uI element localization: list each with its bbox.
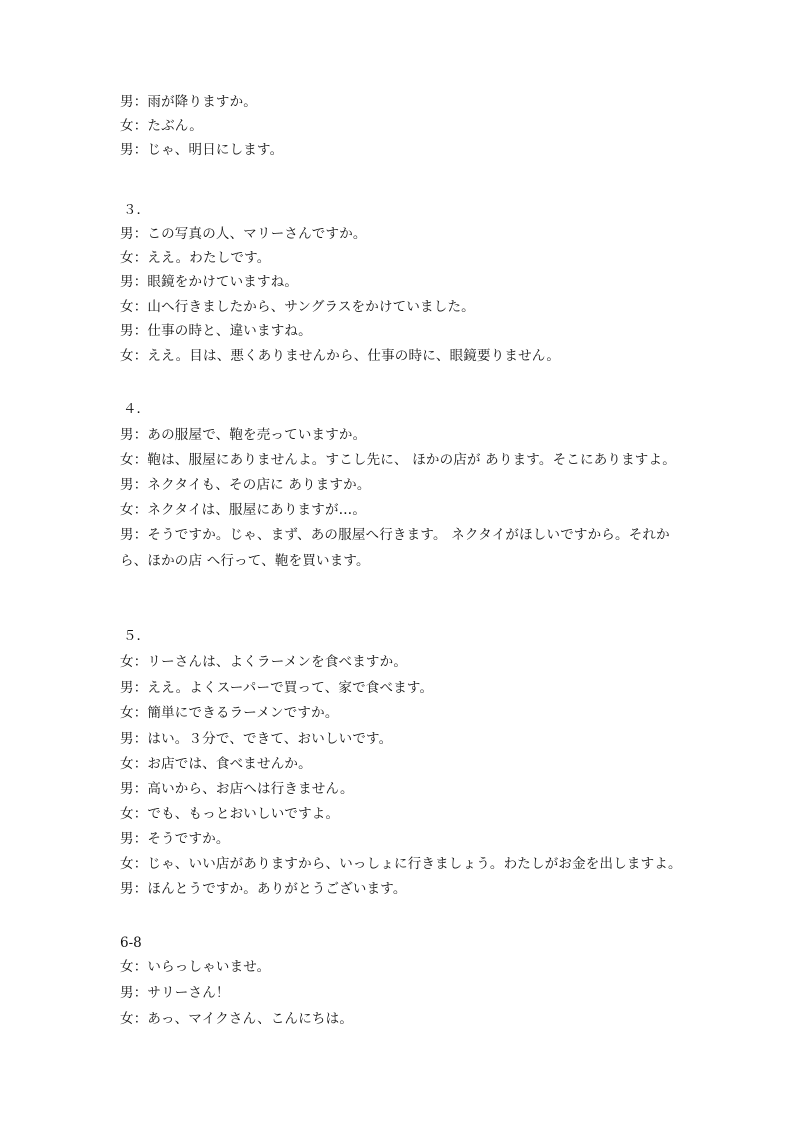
dialogue-line: 男：仕事の時と、違いますね。 [120, 323, 312, 339]
dialogue-line: 女：ネクタイは、服屋にありますが…。 [120, 502, 367, 518]
section-5-heading: ５． [123, 628, 150, 644]
dialogue-line: 男：そうですか。 [120, 831, 230, 847]
dialogue-line: 女：リーさんは、よくラーメンを食べますか。 [120, 654, 408, 670]
dialogue-line: 男：ネクタイも、その店に ありますか。 [120, 477, 371, 493]
dialogue-line: 女：ええ。わたしです。 [120, 250, 271, 266]
dialogue-line: 女：でも、もっとおいしいですよ。 [120, 806, 340, 822]
section-4-heading: ４． [123, 401, 150, 417]
dialogue-line: 男：雨が降りますか。 [120, 94, 257, 110]
section-6-8-heading: 6-8 [120, 935, 142, 951]
dialogue-line: 女：簡単にできるラーメンですか。 [120, 705, 339, 721]
dialogue-line: 男：そうですか。じゃ、まず、あの服屋へ行きます。 ネクタイがほしいですから。それから、ほかの店 へ行って、鞄を買います。 [120, 527, 670, 569]
dialogue-line: 女：山へ行きましたから、サングラスをかけていました。 [120, 299, 475, 315]
dialogue-line: 女：たぶん。 [120, 118, 204, 134]
dialogue-line: 女：ええ。目は、悪くありませんから、仕事の時に、眼鏡要りません。 [120, 348, 561, 364]
dialogue-line: 女：あっ、マイクさん、こんにちは。 [120, 1011, 354, 1027]
dialogue-line: 男：じゃ、明日にします。 [120, 142, 284, 158]
dialogue-line: 女：お店では、食べませんか。 [120, 756, 312, 772]
dialogue-line: 男：あの服屋で、鞄を売っていますか。 [120, 427, 367, 443]
dialogue-line: 男：ええ。よくスーパーで買って、家で食べます。 [120, 680, 434, 696]
dialogue-line: 男：はい。３分で、できて、おいしいです。 [120, 731, 393, 747]
section-3-heading: ３． [123, 202, 150, 218]
dialogue-line: 男：眼鏡をかけていますね。 [120, 274, 299, 290]
dialogue-line: 男：ほんとうですか。ありがとうございます。 [120, 881, 407, 897]
dialogue-line: 女：じゃ、いい店がありますから、いっしょに行きましょう。わたしがお金を出しますよ。 [120, 856, 682, 872]
dialogue-line: 女：いらっしゃいませ。 [120, 959, 271, 975]
dialogue-line: 男：サリーさん！ [120, 985, 230, 1001]
dialogue-line: 女：鞄は、服屋にありませんよ。すこし先に、 ほかの店が あります。そこにありますよ。 [120, 452, 676, 468]
dialogue-line: 男：この写真の人、マリーさんですか。 [120, 226, 367, 242]
dialogue-line: 男：高いから、お店へは行きません。 [120, 781, 354, 797]
